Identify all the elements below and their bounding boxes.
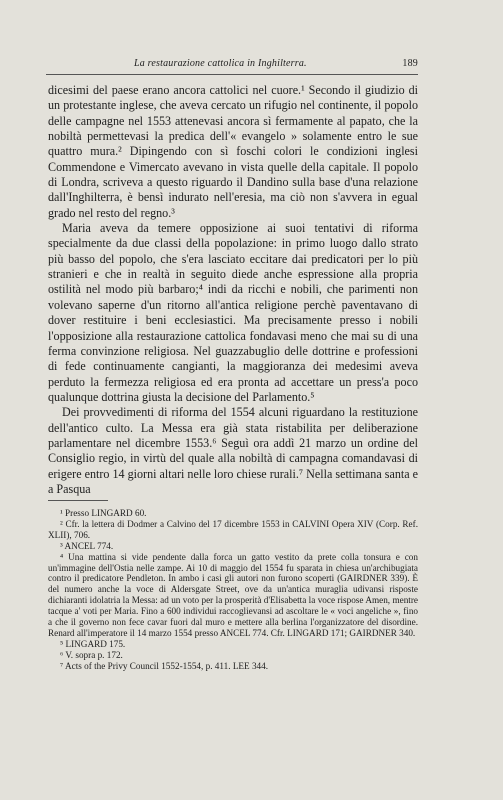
footnote: ¹ Presso LINGARD 60. [60, 508, 147, 518]
main-text [48, 83, 418, 497]
footnote: ⁶ V. sopra p. 172. [60, 649, 123, 660]
footnote: ² Cfr. la lettera di Dodmer a Calvino del 17 dicembre 1553 in CALVINI Opera XIV (Corp. Ref. XLII), 706. [48, 518, 418, 540]
header-rule [46, 74, 418, 75]
footnote: ³ ANCEL 774. [60, 540, 114, 551]
footnote-rule [48, 500, 108, 501]
footnote: ⁷ Acts of the Privy Council 1552-1554, p. 411. LEE 344. [60, 660, 269, 671]
running-title: La restaurazione cattolica in Inghilterra. [134, 58, 307, 69]
paragraph: Dei provvedimenti di riforma del 1554 alcuni riguardano la restituzione dell'antico culto. La Messa era già stata ristabilita per deliberazione parlamentare nel dicembre 1553.⁶ Seguì ora addì 21 marzo un ordine del Consiglio regio, in virtù del quale alla nobiltà di campagna comandavasi di erigere entro 14 giorni altari nelle loro chiese rurali.⁷ Nella settimana santa e a Pasqua [48, 405, 418, 496]
footnote: ⁵ LINGARD 175. [60, 638, 126, 649]
paragraph: Maria aveva da temere opposizione ai suoi tentativi di riforma specialmente da due classi della popolazione: in primo luogo dallo strato più basso del popolo, che s'era lasciato eccitare dai predicatori per lo più stranieri e che in realtà in seguito diede anche espressione alla propria ostilità nel modo più barbaro;⁴ indi da ricchi e nobili, che parimenti non volevano saperne d'un ritorno all'antica religione perchè paventavano di dover restituire i beni ecclesiastici. Ma precisamente presso i nobili l'opposizione alla restaurazione cattolica fondavasi meno che mai su di una ferma convinzione religiosa. Nel guazzabuglio delle dottrine e professioni di fede continuamente cangianti, la maggioranza dei medesimi aveva perduto la fermezza religiosa ed era pronta ad accettare un press'a poco qualunque dottrina giusta la decisione del Parlamento.⁵ [48, 221, 418, 404]
paragraph: dicesimi del paese erano ancora cattolici nel cuore.¹ Secondo il giudizio di un protestante inglese, che aveva cercato un rifugio nel continente, il popolo delle campagne nel 1553 attenevasi ancora sì fermamente al papato, che la nobiltà permettevasi la predica dell'« evangelo » solamente entro le sue quattro mura.² Dipingendo con sì foschi colori le condizioni inglesi Commendone e Vimercato avevano in vista quelle della capitale. Il popolo di Londra, scriveva a questo riguardo il Dandino sulla base d'una relazione dall'Inghilterra, è bensì indurato nell'eresia, ma ciò non s'avvera in egual grado nel resto del regno.³ [48, 83, 418, 220]
page-number: 189 [402, 58, 418, 69]
footnotes [48, 508, 418, 672]
footnote: ⁴ Una mattina si vide pendente dalla forca un gatto vestito da prete colla tonsura e con un'immagine dell'Ostia nelle zampe. Ai 10 di maggio del 1554 fu sparata in chiesa un'archibugiata contro il predicatore Pendleton. In ambo i casi gli autori non furono scoperti (GAIRDNER 339). È del numero anche la voce di Aldersgate Street, ove da un'antica muraglia udivansi risposte dichiaranti idolatria la Messa: ad un voto per la prosperità d'Elisabetta la voce rispose Amen, mentre tacque a' voti per Maria. Fino a 600 individui raccoglievansi ad ascoltare le « voci angeliche », fino a che il governo non fece cavar fuori dal muro e mettere alla berlina l'organizzatore del disordine. Renard all'imperatore il 14 marzo 1554 presso ANCEL 774. Cfr. LINGARD 171; GAIRDNER 340. [48, 551, 418, 638]
running-header [46, 58, 418, 74]
